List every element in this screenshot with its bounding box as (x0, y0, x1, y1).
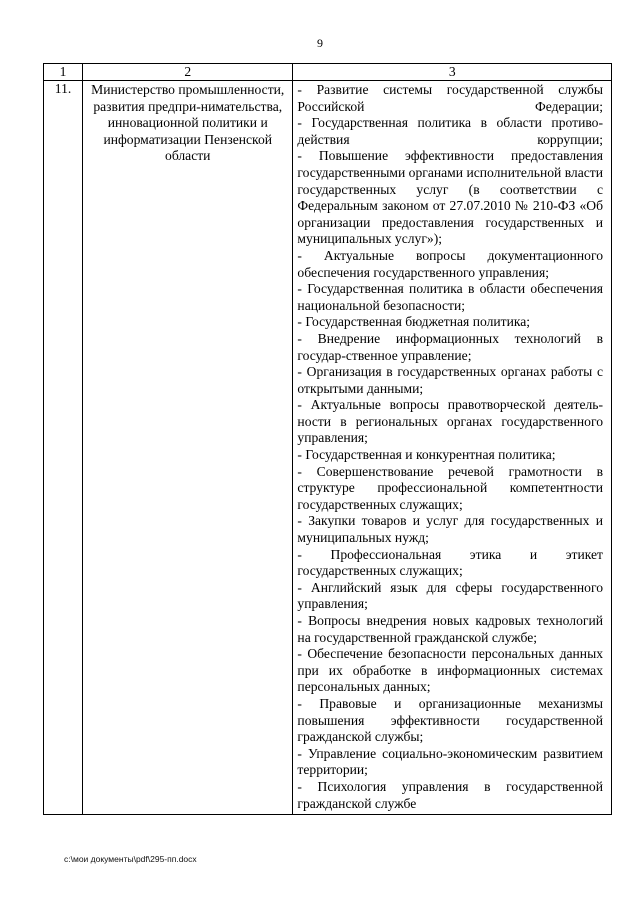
list-item: - Правовые и организационные механизмы повышения эффективности государственной гражданской службы; (297, 695, 603, 745)
list-item: - Закупки товаров и услуг для государственных и муниципальных нужд; (297, 513, 603, 546)
topics-cell (293, 81, 612, 815)
list-item: - Обеспечение безопасности персональных данных при их обработке в информационных системах персональных данных; (297, 646, 603, 695)
list-item: - Совершенствование речевой грамотности в структуре профессиональной компетентности государственных служащих; (297, 463, 603, 512)
list-item: - Профессиональная этика и этикет государственных служащих; (297, 546, 603, 579)
list-item: - Государственная политика в области противо-действия коррупции; (297, 115, 603, 147)
organization-name: Министерство промышленности, развития предпри-нимательства, инновационной политики и информатизации Пензенской области (83, 81, 293, 815)
list-item: - Английский язык для сферы государственного управления; (297, 579, 603, 612)
list-item: - Развитие системы государственной службы Российской Федерации; (297, 82, 603, 114)
row-number: 11. (44, 81, 83, 815)
column-header-1: 1 (44, 64, 83, 81)
document-table (43, 63, 612, 815)
column-header-3: 3 (293, 64, 612, 81)
table-row (44, 81, 612, 815)
list-item: - Управление социально-экономическим развитием территории; (297, 745, 603, 778)
list-item: - Внедрение информационных технологий в государ-ственное управление; (297, 330, 603, 363)
list-item: - Повышение эффективности предоставления государственными органами исполнительной власти государственных услуг (в соответствии с Федеральным законом от 27.07.2010 № 210-ФЗ «Об организации предоставления государственных и муниципальных услуг»); (297, 148, 603, 247)
page-number: 9 (317, 36, 323, 50)
column-header-2: 2 (83, 64, 293, 81)
file-path: c:\мои документы\pdf\295-пп.docx (64, 854, 197, 864)
list-item: - Актуальные вопросы документационного обеспечения государственного управления; (297, 247, 603, 280)
list-item: - Психология управления в государственной гражданской службе (297, 778, 603, 811)
list-item: - Организация в государственных органах работы с открытыми данными; (297, 364, 603, 396)
table-header-row (44, 64, 612, 81)
list-item: - Государственная и конкурентная политика; (297, 447, 556, 463)
list-item: - Государственная бюджетная политика; (297, 314, 531, 330)
list-item: - Актуальные вопросы правотворческой деятель-ности в региональных органах государственного управления; (297, 397, 603, 446)
list-item: - Государственная политика в области обеспечения национальной безопасности; (297, 281, 603, 313)
list-item: - Вопросы внедрения новых кадровых технологий на государственной гражданской службе; (297, 613, 603, 645)
